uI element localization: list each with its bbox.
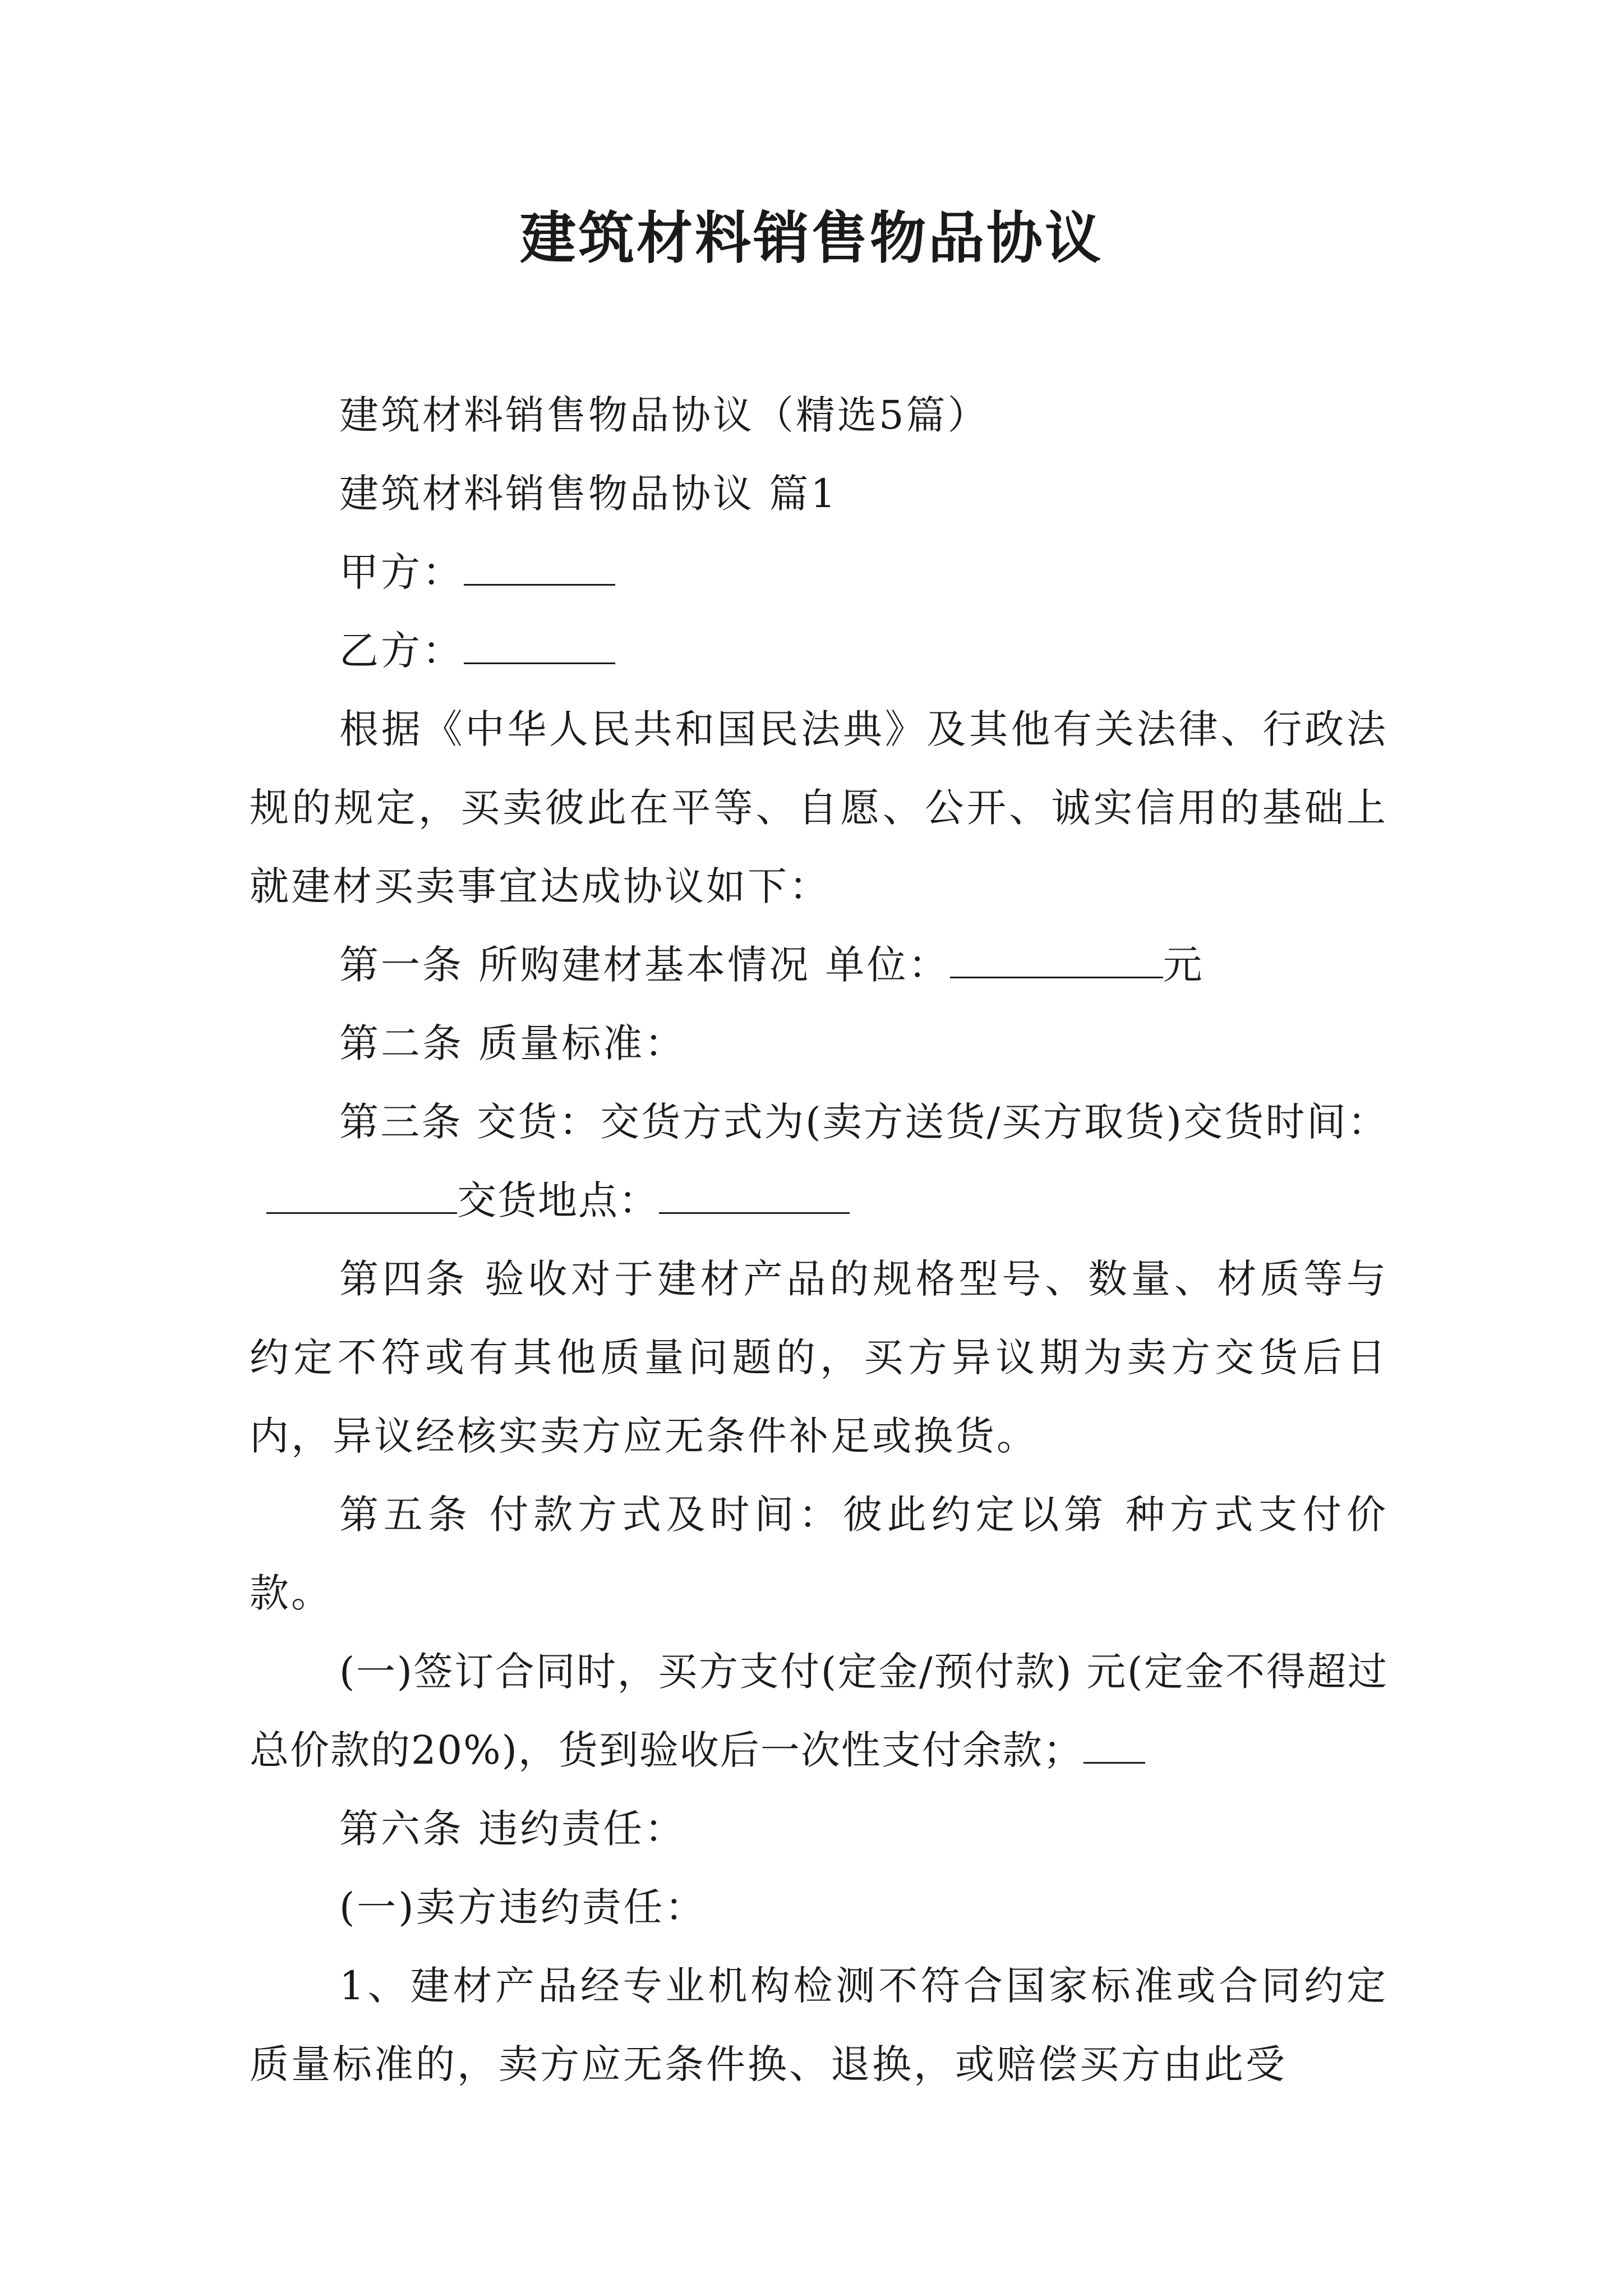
balance-blank bbox=[1083, 1727, 1145, 1764]
article-1 bbox=[250, 926, 1388, 1004]
preamble-paragraph: 根据《中华人民共和国民法典》及其他有关法律、行政法规的规定，买卖彼此在平等、自愿、公开、诚实信用的基础上就建材买卖事宜达成协议如下： bbox=[250, 706, 1388, 909]
article-5: 第五条 付款方式及时间：彼此约定以第 种方式支付价款。 bbox=[250, 1492, 1388, 1616]
article-5-clause-1-text: (一)签订合同时，买方支付(定金/预付款) 元(定金不得超过总价款的20%)，货到验收后一次性支付余款； bbox=[250, 1649, 1388, 1773]
party-b-label: 乙方： bbox=[339, 628, 464, 674]
article-6-item-1: 1、建材产品经专业机构检测不符合国家标准或合同约定质量标准的，卖方应无条件换、退换，或赔偿买方由此受 bbox=[250, 1963, 1388, 2087]
party-b-blank bbox=[464, 628, 615, 664]
party-b-line bbox=[250, 611, 1388, 690]
article-6: 第六条 违约责任： bbox=[339, 1806, 686, 1852]
article-3 bbox=[250, 1083, 1388, 1240]
document-body bbox=[250, 376, 1388, 2104]
unit-price-blank bbox=[950, 942, 1163, 978]
article-5-clause-1 bbox=[250, 1632, 1388, 1789]
article-3-text: 第三条 交货：交货方式为(卖方送货/买方取货)交货时间： bbox=[339, 1099, 1388, 1145]
article-6-clause-1: (一)卖方违约责任： bbox=[339, 1884, 707, 1930]
party-a-line bbox=[250, 533, 1388, 611]
document-subtitle: 建筑材料销售物品协议（精选5篇） bbox=[339, 392, 989, 438]
delivery-time-blank bbox=[266, 1177, 457, 1214]
party-a-label: 甲方： bbox=[339, 549, 464, 595]
delivery-place-label: 交货地点： bbox=[457, 1177, 659, 1223]
document-title: 建筑材料销售物品协议 bbox=[520, 205, 1103, 271]
party-a-blank bbox=[464, 549, 615, 586]
article-1-text: 第一条 所购建材基本情况 单位： bbox=[339, 942, 950, 988]
delivery-place-blank bbox=[659, 1177, 850, 1214]
article-2: 第二条 质量标准： bbox=[339, 1020, 686, 1066]
chapter-heading: 建筑材料销售物品协议 篇1 bbox=[339, 471, 838, 517]
article-1-suffix: 元 bbox=[1163, 942, 1205, 988]
article-4: 第四条 验收对于建材产品的规格型号、数量、材质等与约定不符或有其他质量问题的，买方异议期为卖方交货后日内，异议经核实卖方应无条件补足或换货。 bbox=[250, 1256, 1388, 1459]
